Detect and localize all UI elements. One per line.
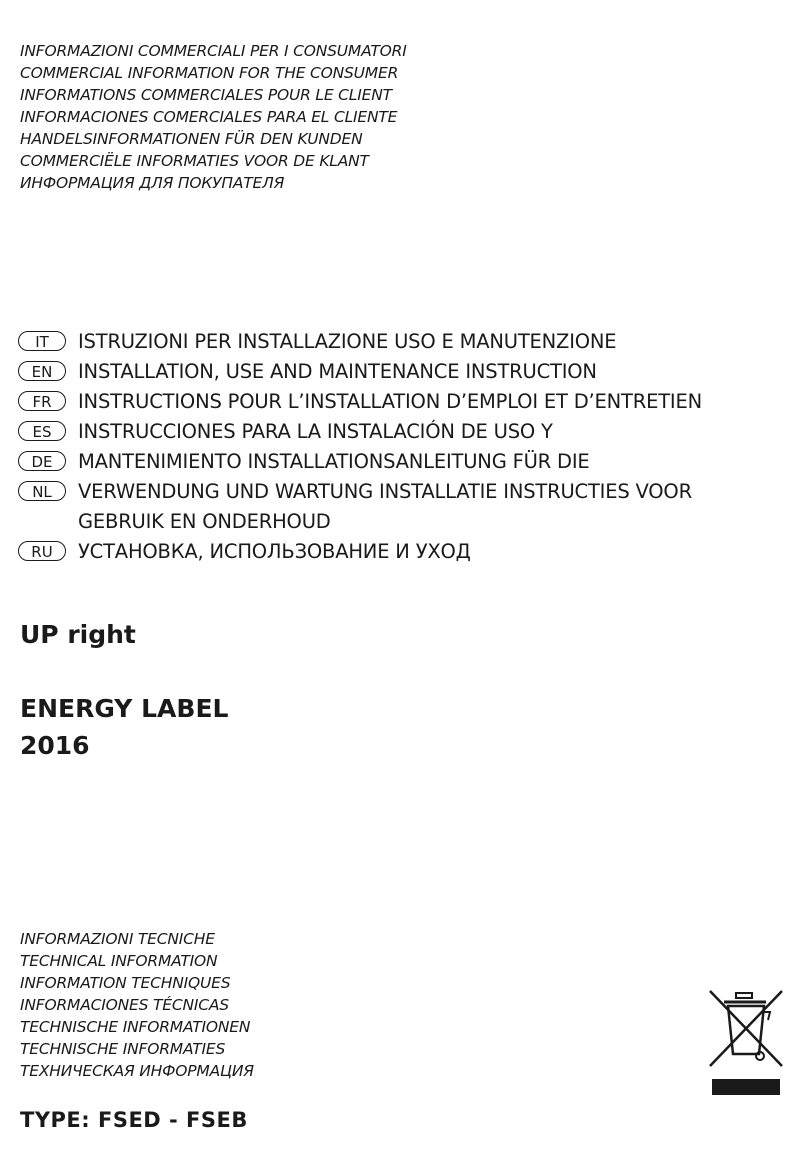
technical-info-line: TECHNISCHE INFORMATIONEN	[20, 1018, 251, 1036]
technical-info-line: ТЕХНИЧЕСКАЯ ИНФОРМАЦИЯ	[20, 1062, 254, 1080]
language-badge-es: ES	[18, 421, 66, 441]
language-badge-ru: RU	[18, 541, 66, 561]
commercial-info-block	[20, 40, 407, 194]
instruction-row-nl	[18, 476, 702, 506]
instruction-text: УСТАНОВКА, ИСПОЛЬЗОВАНИЕ И УХОД	[78, 539, 471, 563]
energy-label-year: 2016	[20, 731, 90, 760]
language-badge-de: DE	[18, 451, 66, 471]
commercial-info-line: COMMERCIAL INFORMATION FOR THE CONSUMER	[20, 64, 399, 82]
instruction-text: INSTALLATION, USE AND MAINTENANCE INSTRUCTION	[78, 359, 597, 383]
instruction-row-ru	[18, 536, 702, 566]
instruction-row-continuation	[18, 506, 702, 536]
commercial-info-line: COMMERCIËLE INFORMATIES VOOR DE KLANT	[20, 152, 369, 170]
instruction-text: MANTENIMIENTO INSTALLATIONSANLEITUNG FÜR DIE	[78, 449, 590, 473]
technical-info-line: INFORMACIONES TÉCNICAS	[20, 996, 229, 1014]
instruction-row-de	[18, 446, 702, 476]
instruction-row-it	[18, 326, 702, 356]
commercial-info-line: INFORMATIONS COMMERCIALES POUR LE CLIENT	[20, 86, 392, 104]
technical-info-line: TECHNICAL INFORMATION	[20, 952, 218, 970]
technical-info-block	[20, 928, 254, 1082]
language-badge-fr: FR	[18, 391, 66, 411]
language-badge-it: IT	[18, 331, 66, 351]
instruction-row-en	[18, 356, 702, 386]
instructions-block	[18, 326, 702, 566]
language-badge-en: EN	[18, 361, 66, 381]
instruction-text: VERWENDUNG UND WARTUNG INSTALLATIE INSTRUCTIES VOOR	[78, 479, 692, 503]
commercial-info-line: HANDELSINFORMATIONEN FÜR DEN KUNDEN	[20, 130, 363, 148]
instruction-row-fr	[18, 386, 702, 416]
language-badge-nl: NL	[18, 481, 66, 501]
instruction-text: INSTRUCCIONES PARA LA INSTALACIÓN DE USO Y	[78, 419, 553, 443]
weee-bin-icon	[706, 986, 786, 1102]
model-name: UP right	[20, 620, 136, 649]
energy-label-line: ENERGY LABEL	[20, 694, 229, 723]
technical-info-line: TECHNISCHE INFORMATIES	[20, 1040, 226, 1058]
commercial-info-line: INFORMACIONES COMERCIALES PARA EL CLIENTE	[20, 108, 398, 126]
instruction-text: ISTRUZIONI PER INSTALLAZIONE USO E MANUTENZIONE	[78, 329, 617, 353]
instruction-row-es	[18, 416, 702, 446]
commercial-info-line: INFORMAZIONI COMMERCIALI PER I CONSUMATORI	[20, 42, 407, 60]
technical-info-line: INFORMAZIONI TECNICHE	[20, 930, 215, 948]
instruction-text: GEBRUIK EN ONDERHOUD	[78, 509, 331, 533]
technical-info-line: INFORMATION TECHNIQUES	[20, 974, 231, 992]
product-type: TYPE: FSED - FSEB	[20, 1108, 248, 1132]
instruction-text: INSTRUCTIONS POUR L’INSTALLATION D’EMPLOI ET D’ENTRETIEN	[78, 389, 702, 413]
energy-label-title	[20, 690, 228, 764]
commercial-info-line: ИНФОРМАЦИЯ ДЛЯ ПОКУПАТЕЛЯ	[20, 174, 285, 192]
